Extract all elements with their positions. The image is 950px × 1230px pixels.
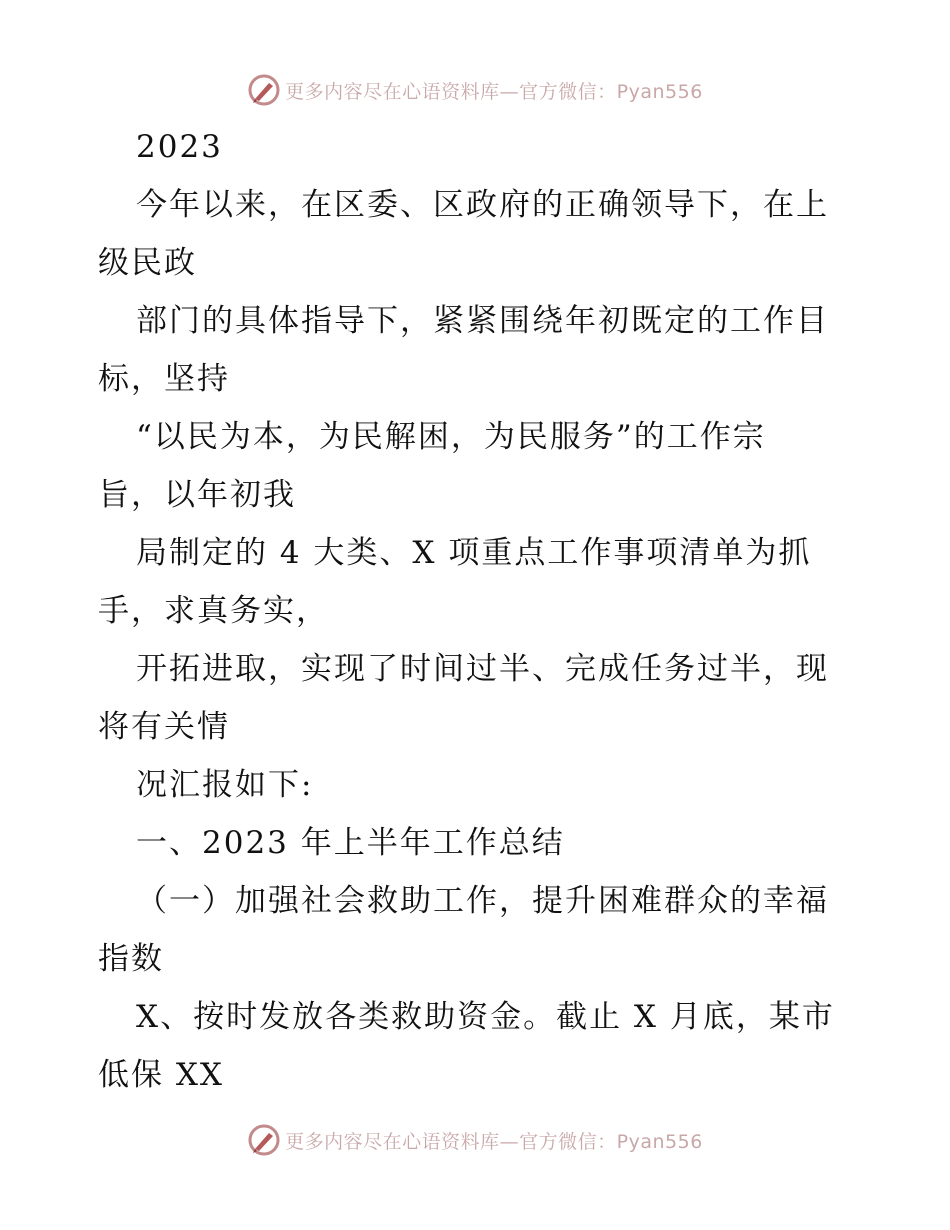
text-line: 旨，以年初我 — [98, 477, 296, 513]
text-line: 局制定的 4 大类、X 项重点工作事项清单为抓 — [136, 535, 812, 571]
text-line: 况汇报如下: — [136, 767, 314, 803]
section-heading: 一、2023 年上半年工作总结 — [136, 825, 565, 861]
text-line: 今年以来，在区委、区政府的正确领导下，在上 — [136, 187, 829, 223]
text-line: “以民为本，为民解困，为民服务”的工作宗 — [136, 419, 766, 455]
banner-text: 更多内容尽在心语资料库—官方微信：Pyan556 — [285, 80, 703, 103]
footer-banner — [0, 1120, 950, 1160]
text-line: 2023 — [136, 129, 223, 165]
text-line: 部门的具体指导下，紧紧围绕年初既定的工作目 — [136, 303, 829, 339]
text-line: 指数 — [98, 941, 164, 977]
document-body — [98, 118, 868, 1104]
header-banner — [0, 70, 950, 110]
text-line: 手，求真务实， — [98, 593, 329, 629]
pen-logo-icon — [247, 73, 281, 107]
text-line: 低保 XX — [98, 1057, 224, 1093]
subsection-heading: （一）加强社会救助工作，提升困难群众的幸福 — [136, 883, 829, 919]
text-line: 级民政 — [98, 245, 197, 281]
pen-logo-icon — [247, 1123, 281, 1157]
text-line: X、按时发放各类救助资金。截止 X 月底，某市 — [136, 999, 835, 1035]
text-line: 将有关情 — [98, 709, 230, 745]
text-line: 开拓进取，实现了时间过半、完成任务过半，现 — [136, 651, 829, 687]
text-line: 标，坚持 — [98, 361, 230, 397]
banner-text: 更多内容尽在心语资料库—官方微信：Pyan556 — [285, 1130, 703, 1153]
wechat-id: Pyan556 — [616, 1130, 703, 1153]
wechat-id: Pyan556 — [616, 80, 703, 103]
